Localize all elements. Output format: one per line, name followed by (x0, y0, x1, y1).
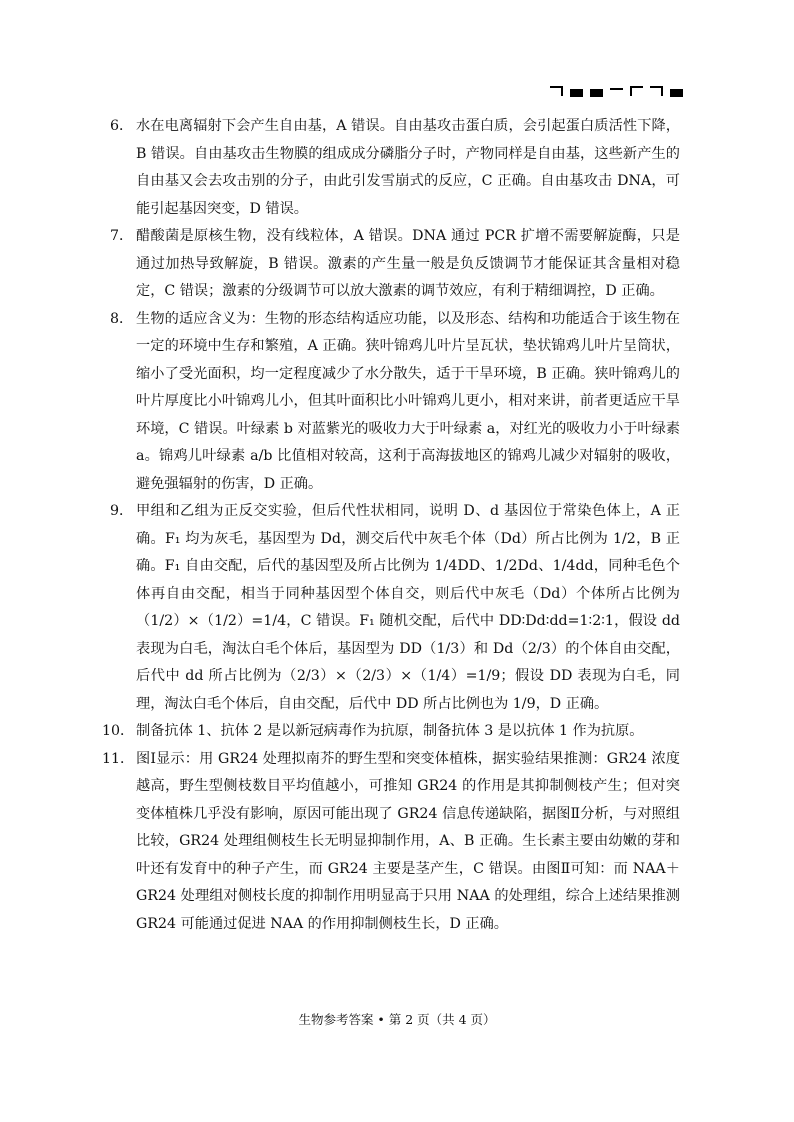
answer-item-11 (102, 746, 680, 939)
question-number: 9． (110, 503, 134, 519)
dash-mark-icon (610, 88, 623, 90)
page-footer: 生物参考答案 • 第 2 页（共 4 页） (298, 1012, 496, 1027)
solid-block-mark-icon (570, 89, 583, 97)
question-number: 6． (110, 118, 134, 134)
question-number: 8． (110, 310, 134, 327)
answer-item-7 (110, 223, 680, 306)
answer-item-6 (110, 113, 680, 223)
corner-mark-icon (650, 86, 663, 96)
answer-text: 制备抗体 1、抗体 2 是以新冠病毒作为抗原，制备抗体 3 是以抗体 1 作为抗原。 (136, 723, 644, 739)
answer-text: 图Ⅰ显示：用 GR24 处理拟南芥的野生型和突变体植株，据实验结果推测：GR24 浓度越高，野生型侧枝数目平均值越小，可推知 GR24 的作用是其抑制侧枝产生；但对突变体植株几乎没有影响，原因可能出现了 GR24 信息传递缺陷，据图Ⅱ分析，与对照组比较，GR24 处理组侧枝生长无明显抑制作用，A、B 正确。生长素主要由幼嫩的芽和叶还有发育中的种子产生，而 GR24 主要是茎产生，C 错误。由图Ⅱ可知：而 NAA＋GR24 处理组对侧枝长度的抑制作用明显高于只用 NAA 的处理组，综合上述结果推测 GR24 可能通过促进 NAA 的作用抑制侧枝生长，D 正确。 (136, 750, 680, 932)
answer-text: 甲组和乙组为正反交实验，但后代性状相同，说明 D、d 基因位于常染色体上，A 正确。F₁ 均为灰毛，基因型为 Dd，测交后代中灰毛个体（Dd）所占比例为 1/2，B 正确。F₁ 自由交配，后代的基因型及所占比例为 1/4DD、1/2Dd、1/4dd，同种毛色个体再自由交配，相当于同种基因型个体自交，则后代中灰毛（Dd）个体所占比例为（1/2）×（1/2）=1/4，C 错误。F₁ 随机交配，后代中 DD∶Dd∶dd=1∶2∶1，假设 dd 表现为白毛，淘汰白毛个体后，基因型为 DD（1/3）和 Dd（2/3）的个体自由交配，后代中 dd 所占比例为（2/3）×（2/3）×（1/4）=1/9；假设 DD 表现为白毛，同理，淘汰白毛个体后，自由交配，后代中 DD 所占比例也为 1/9，D 正确。 (136, 503, 680, 712)
solid-block-mark-icon (590, 89, 603, 97)
corner-mark-icon (630, 86, 643, 96)
answer-item-10 (102, 718, 680, 746)
answer-item-8 (110, 306, 680, 499)
question-number: 10． (102, 723, 135, 739)
question-number: 7． (110, 228, 134, 244)
solid-block-mark-icon (670, 89, 683, 97)
answer-list (102, 113, 680, 938)
answer-text: 醋酸菌是原核生物，没有线粒体，A 错误。DNA 通过 PCR 扩增不需要解旋酶，只是通过加热导致解旋，B 错误。激素的产生量一般是负反馈调节才能保证其含量相对稳定，C 错误；激素的分级调节可以放大激素的调节效应，有利于精细调控，D 正确。 (136, 228, 680, 299)
answer-text: 水在电离辐射下会产生自由基，A 错误。自由基攻击蛋白质，会引起蛋白质活性下降，B 错误。自由基攻击生物膜的组成成分磷脂分子时，产物同样是自由基，这些新产生的自由基又会去攻击别的分子，由此引发雪崩式的反应，C 正确。自由基攻击 DNA，可能引起基因突变，D 错误。 (136, 118, 680, 217)
answer-item-9 (110, 498, 680, 718)
corner-mark-icon (550, 86, 563, 96)
header-registration-marks (550, 86, 683, 98)
question-number: 11． (102, 750, 135, 767)
answer-text: 生物的适应含义为：生物的形态结构适应功能，以及形态、结构和功能适合于该生物在一定的环境中生存和繁殖，A 正确。狭叶锦鸡儿叶片呈瓦状，垫状锦鸡儿叶片呈筒状，缩小了受光面积，均一定程度减少了水分散失，适于干旱环境，B 正确。狭叶锦鸡儿的叶片厚度比小叶锦鸡儿小，但其叶面积比小叶锦鸡儿更小，相对来讲，前者更适应干旱环境，C 错误。叶绿素 b 对蓝紫光的吸收力大于叶绿素 a，对红光的吸收力小于叶绿素 a。锦鸡儿叶绿素 a/b 比值相对较高，这利于高海拔地区的锦鸡儿减少对辐射的吸收，避免强辐射的伤害，D 正确。 (136, 310, 680, 492)
